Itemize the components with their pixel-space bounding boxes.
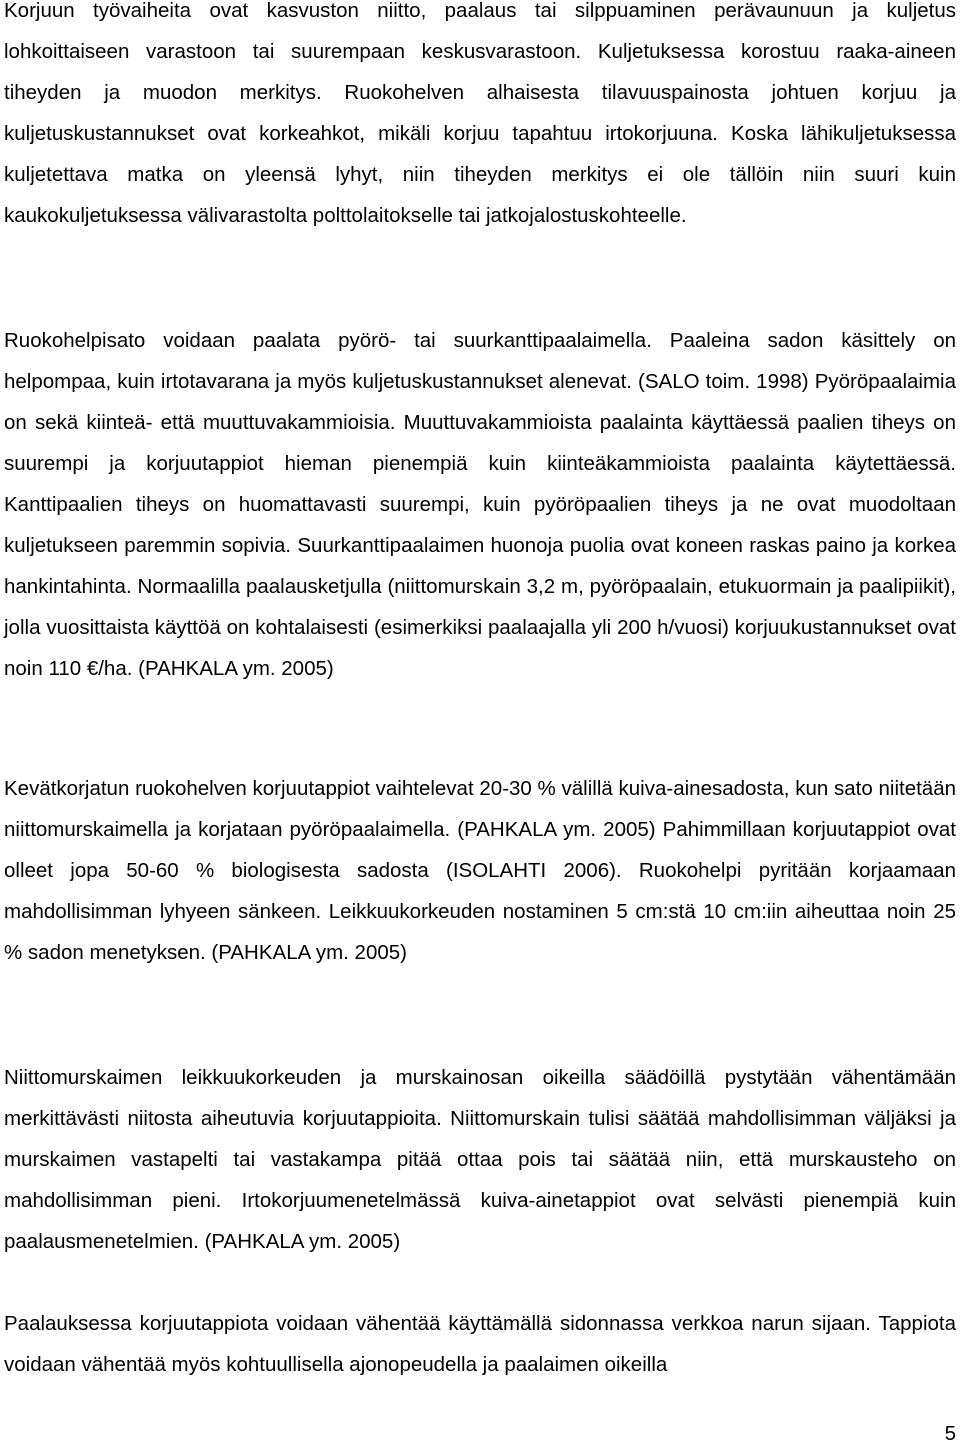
paragraph: Korjuun työvaiheita ovat kasvuston niitto, paalaus tai silppuaminen perävaunuun ja kuljetus lohkoittaiseen varastoon tai suurempaan keskusvarastoon. Kuljetuksessa korostuu raaka-aineen tiheyden ja muodon merkitys. Ruokohelven alhaisesta tilavuuspainosta johtuen korjuu ja kuljetuskustannukset ovat korkeahkot, mikäli korjuu tapahtuu irtokorjuuna. Koska lähikuljetuksessa kuljetettava matka on yleensä lyhyt, niin tiheyden merkitys ei ole tällöin niin suuri kuin kaukokuljetuksessa välivarastolta polttolaitokselle tai jatkojalostuskohteelle. (4, 0, 956, 227)
paragraph: Niittomurskaimen leikkuukorkeuden ja murskainosan oikeilla säädöillä pystytään vähentämään merkittävästi niitosta aiheutuvia korjuutappioita. Niittomurskain tulisi säätää mahdollisimman väljäksi ja murskaimen vastapelti tai vastakampa pitää ottaa pois tai säätää niin, että murskausteho on mahdollisimman pieni. Irtokorjuumenetelmässä kuiva-ainetappiot ovat selvästi pienempiä kuin paalausmenetelmien. (PAHKALA ym. 2005) (4, 1066, 956, 1253)
paragraph: Kevätkorjatun ruokohelven korjuutappiot vaihtelevat 20-30 % välillä kuiva-ainesadosta, kun sato niitetään niittomurskaimella ja korjataan pyöröpaalaimella. (PAHKALA ym. 2005) Pahimmillaan korjuutappiot ovat olleet jopa 50-60 % biologisesta sadosta (ISOLAHTI 2006). Ruokohelpi pyritään korjaamaan mahdollisimman lyhyeen sänkeen. Leikkuukorkeuden nostaminen 5 cm:stä 10 cm:iin aiheuttaa noin 25 % sadon menetyksen. (PAHKALA ym. 2005) (4, 777, 956, 964)
page-number: 5 (944, 1422, 956, 1445)
paragraph: Paalauksessa korjuutappiota voidaan vähentää käyttämällä sidonnassa verkkoa narun sijaan. Tappiota voidaan vähentää myös kohtuullisella ajonopeudella ja paalaimen oikeilla (4, 1312, 956, 1376)
paragraph: Ruokohelpisato voidaan paalata pyörö- tai suurkanttipaalaimella. Paaleina sadon käsittely on helpompaa, kuin irtotavarana ja myös kuljetuskustannukset alenevat. (SALO toim. 1998) Pyöröpaalaimia on sekä kiinteä- että muuttuvakammioisia. Muuttuvakammioista paalainta käyttäessä paalien tiheys on suurempi ja korjuutappiot hieman pienempiä kuin kiinteäkammioista paalainta käytettäessä. Kanttipaalien tiheys on huomattavasti suurempi, kuin pyöröpaalien tiheys ja ne ovat muodoltaan kuljetukseen paremmin sopivia. Suurkanttipaalaimen huonoja puolia ovat koneen raskas paino ja korkea hankintahinta. Normaalilla paalausketjulla (niittomurskain 3,2 m, pyöröpaalain, etukuormain ja paalipiikit), jolla vuosittaista käyttöä on kohtalaisesti (esimerkiksi paalaajalla yli 200 h/vuosi) korjuukustannukset ovat noin 110 €/ha. (PAHKALA ym. 2005) (4, 329, 956, 680)
